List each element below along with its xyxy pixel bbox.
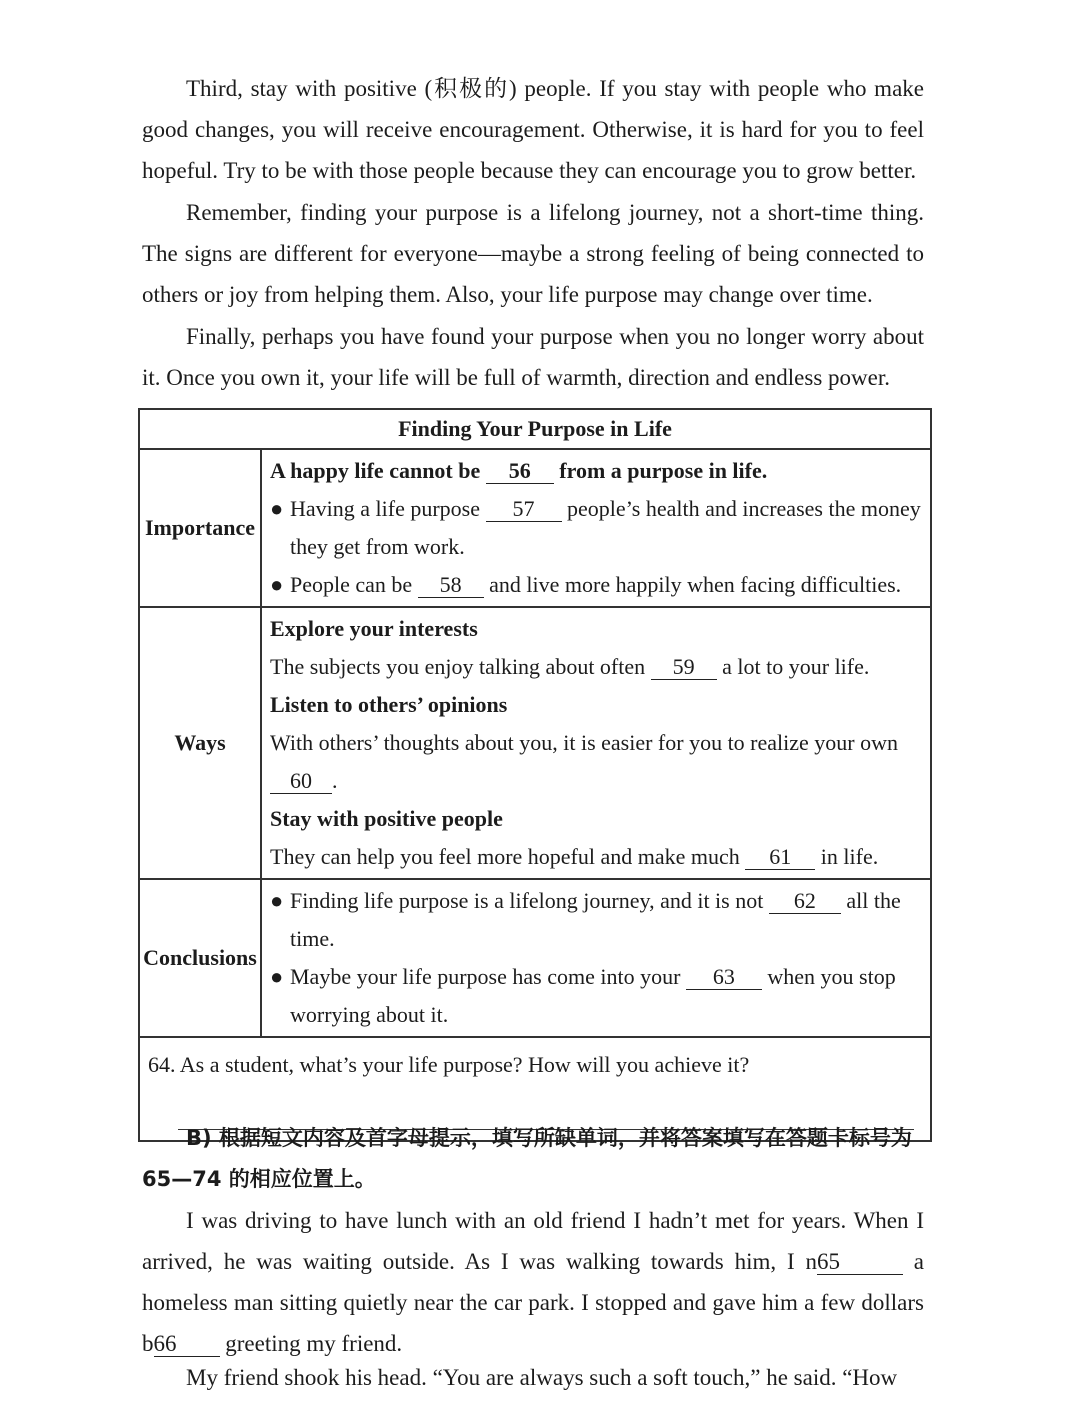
conclusions-bullet-1: ● Finding life purpose is a lifelong journey, and it is not 62 all the time.: [270, 882, 922, 958]
passage-paragraph-finally: Finally, perhaps you have found your purpose when you no longer worry about it. Once you own it, your life will be full of warmth, direction and endless power.: [142, 324, 924, 390]
blank-58[interactable]: 58: [418, 573, 484, 598]
bullet-icon: ●: [270, 888, 284, 913]
bullet-icon: ●: [270, 496, 284, 521]
section-b-instruction: B) 根据短文内容及首字母提示，填写所缺单词，并将答案填写在答题卡标号为 65—74 的相应位置上。: [142, 1126, 912, 1191]
passage-paragraph-remember: Remember, finding your purpose is a lifelong journey, not a short-time thing. The signs are different for everyone—maybe a strong feeling of being connected to others or joy from helping them. Also, your life purpose may change over time.: [142, 200, 924, 307]
ways-text-positive: They can help you feel more hopeful and make much 61 in life.: [270, 844, 879, 869]
bullet-icon: ●: [270, 964, 284, 989]
blank-65[interactable]: 65: [817, 1250, 903, 1275]
blank-59[interactable]: 59: [651, 655, 717, 680]
ways-cell: [261, 607, 931, 879]
section-b-paragraph-1: I was driving to have lunch with an old friend I hadn’t met for years. When I arrived, he was waiting outside. As I was walking towards him, I n65 a homeless man sitting quietly near the car park. I stopped and gave him a few dollars b66 greeting my friend.: [142, 1208, 925, 1356]
conclusions-bullet-2: ● Maybe your life purpose has come into your 63 when you stop worrying about it.: [270, 958, 922, 1034]
question-64-text: 64. As a student, what’s your life purpose? How will you achieve it?: [148, 1052, 750, 1077]
importance-label: Importance: [139, 449, 261, 607]
importance-line: A happy life cannot be 56 from a purpose in life.: [270, 458, 768, 483]
blank-57[interactable]: 57: [486, 497, 562, 522]
ways-text-opinions: With others’ thoughts about you, it is easier for you to realize your own 60 .: [270, 730, 899, 793]
passage-paragraph-third: Third, stay with positive (积极的) people. If you stay with people who make good changes, you will receive encouragement. Otherwise, it is hard for you to feel hopeful. Try to be with those people because they can encourage you to grow better.: [142, 76, 924, 183]
blank-56[interactable]: 56: [486, 459, 554, 484]
ways-heading-positive: Stay with positive people: [270, 806, 503, 831]
blank-61[interactable]: 61: [745, 845, 815, 870]
blank-60[interactable]: 60: [270, 769, 332, 794]
blank-66[interactable]: 66: [154, 1332, 220, 1357]
conclusions-label: Conclusions: [139, 879, 261, 1037]
ways-heading-interests: Explore your interests: [270, 616, 478, 641]
summary-table: [138, 408, 932, 1142]
ways-label: Ways: [139, 607, 261, 879]
importance-bullet-1: ● Having a life purpose 57 people’s health and increases the money they get from work.: [270, 490, 922, 566]
blank-63[interactable]: 63: [686, 965, 762, 990]
section-b-paragraph-2: My friend shook his head. “You are always such a soft touch,” he said. “How: [186, 1365, 898, 1390]
importance-bullet-2: ● People can be 58 and live more happily when facing difficulties.: [270, 566, 922, 604]
ways-heading-opinions: Listen to others’ opinions: [270, 692, 508, 717]
conclusions-cell: [261, 879, 931, 1037]
ways-text-interests: The subjects you enjoy talking about often 59 a lot to your life.: [270, 654, 870, 679]
table-title: Finding Your Purpose in Life: [139, 409, 931, 449]
bullet-icon: ●: [270, 572, 284, 597]
importance-cell: [261, 449, 931, 607]
blank-62[interactable]: 62: [769, 889, 841, 914]
